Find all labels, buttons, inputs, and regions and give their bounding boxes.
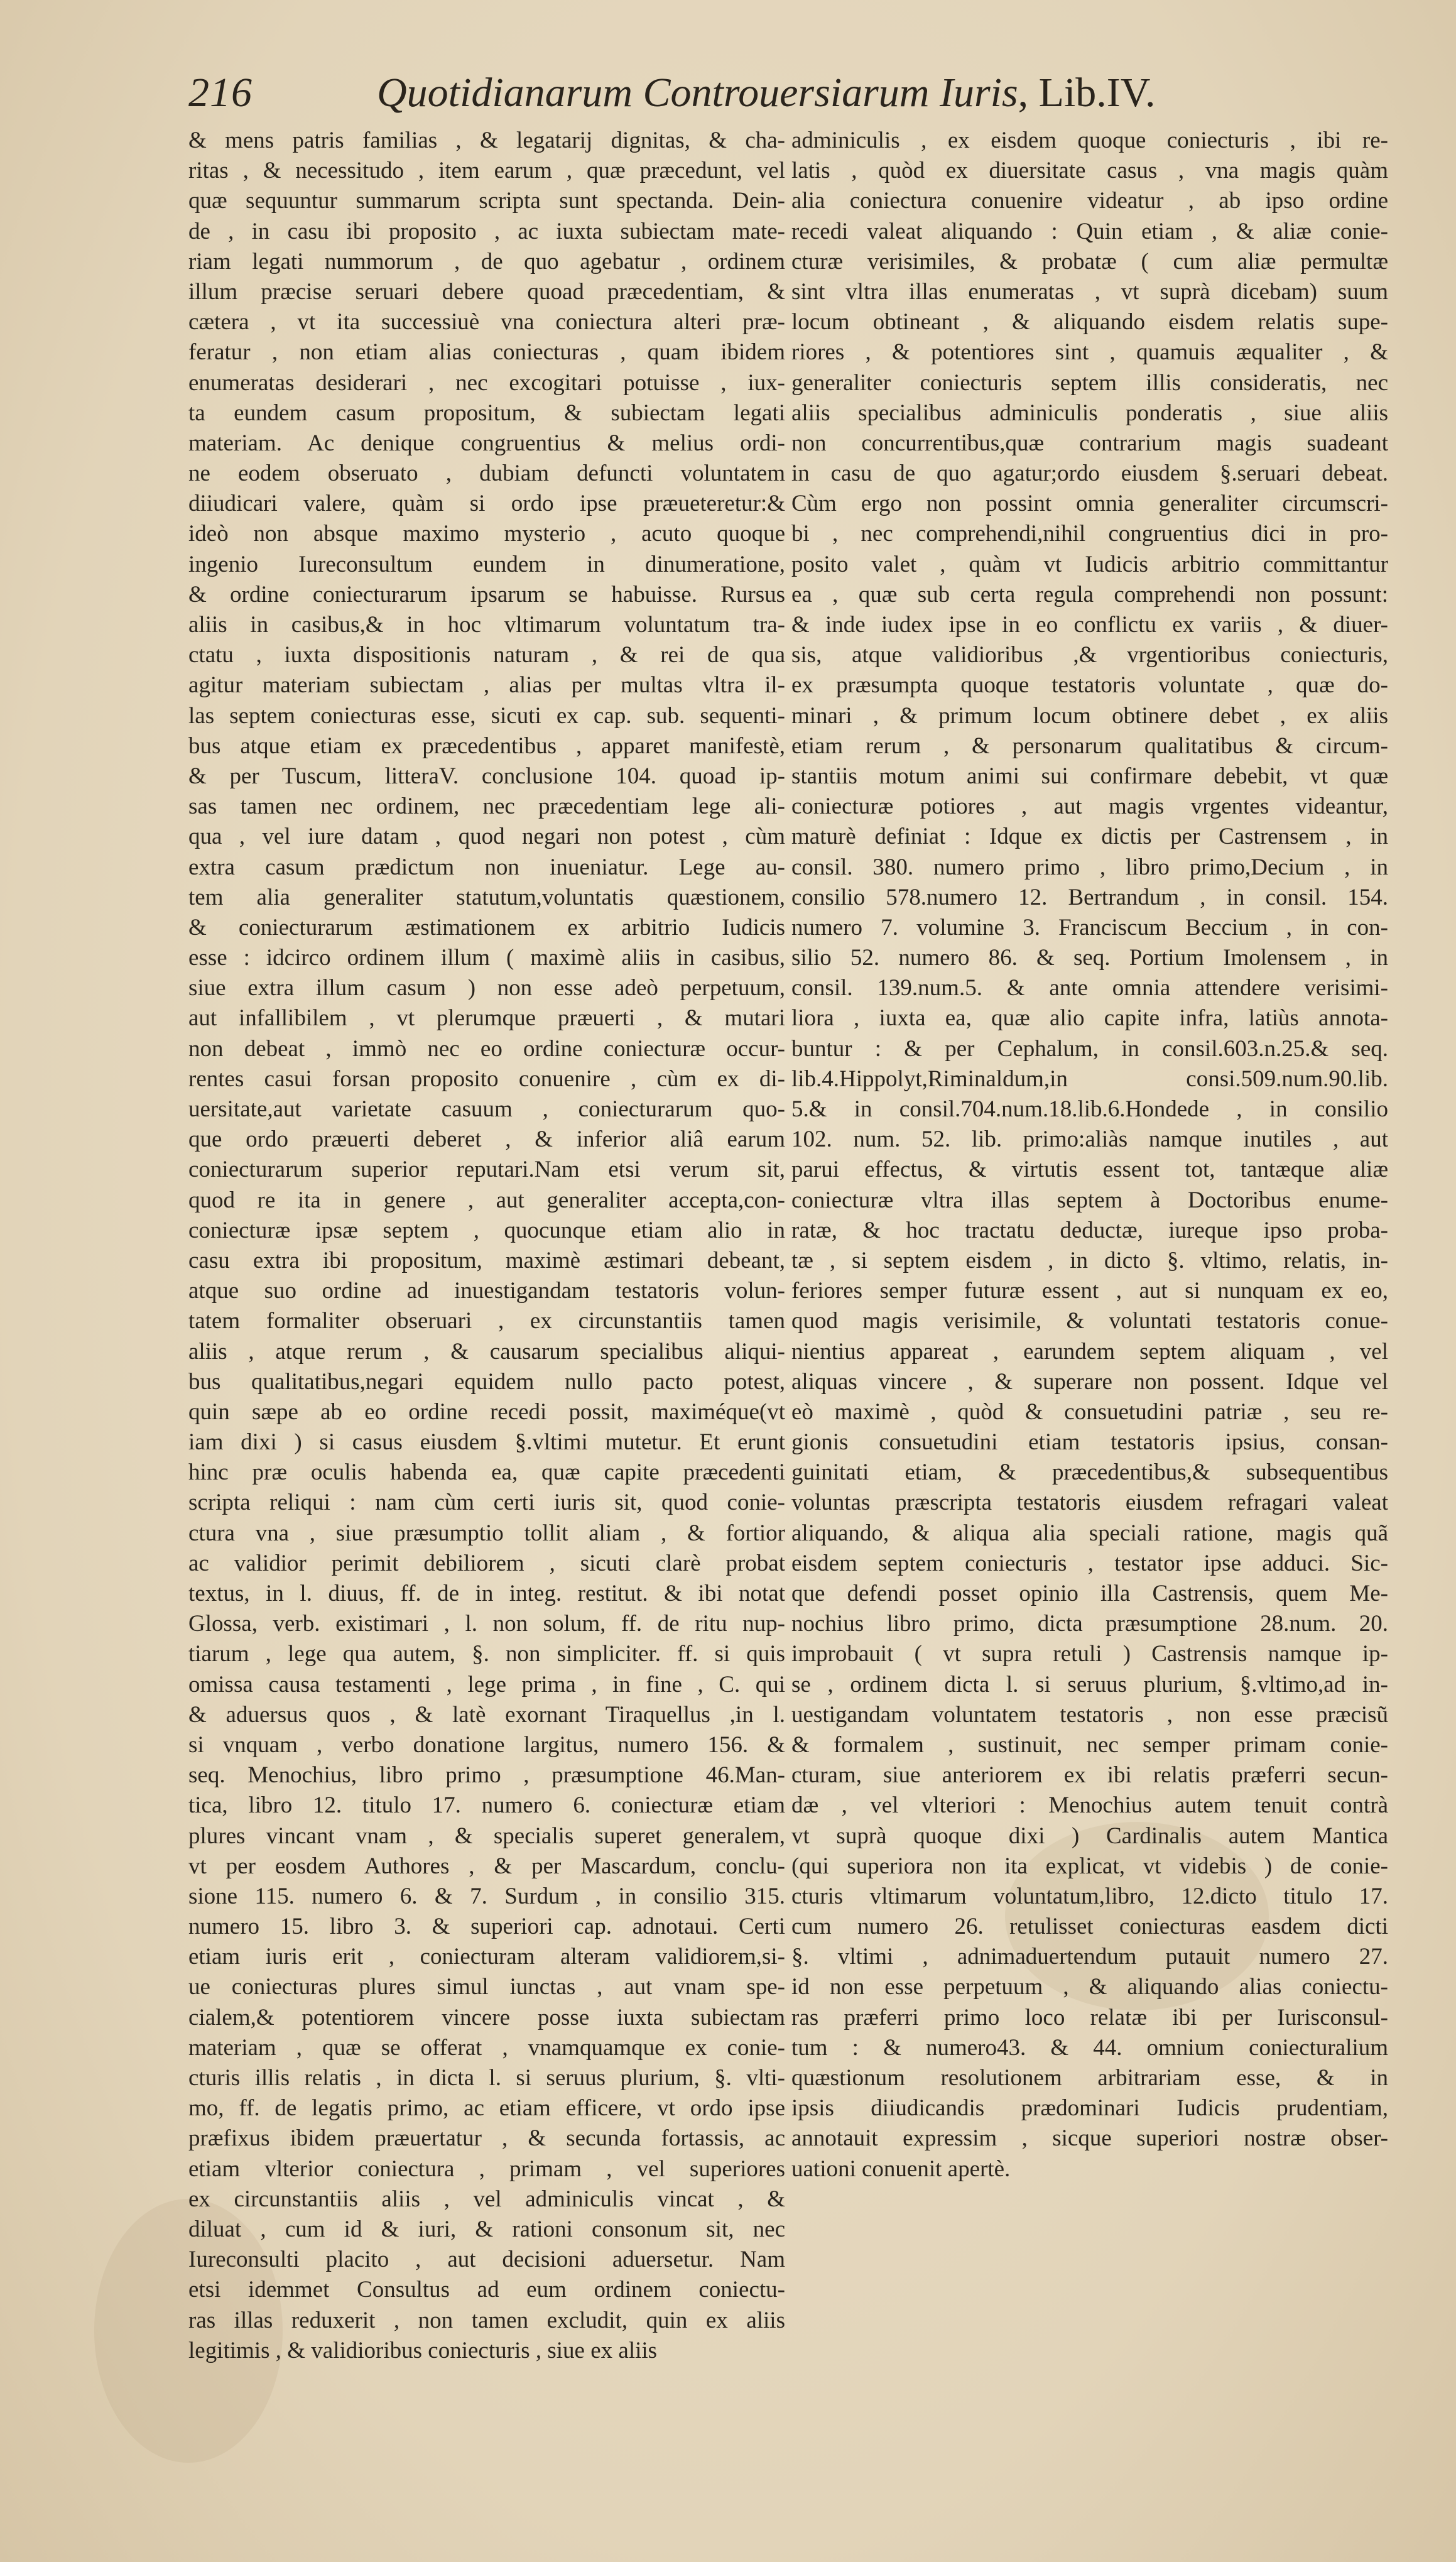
text-line: coniecturarum superior reputari.Nam etsi verum sit, [188,1157,785,1183]
text-line: enumeratas desiderari , nec excogitari potuisse , iux- [188,369,785,396]
text-line: aliquando, & aliqua alia speciali ratione, magis quã [791,1520,1388,1546]
text-line: feratur , non etiam alias coniecturas , quam ibidem [188,339,785,366]
text-line: coniecturæ potiores , aut magis vrgentes videantur, [791,793,1388,820]
text-line: quæstionum resolutionem arbitrariam esse, & in [791,2065,1388,2091]
text-line: sione 115. numero 6. & 7. Surdum , in consilio 315. [188,1883,785,1909]
text-line: esse : idcirco ordinem illum ( maximè aliis in casibus, [188,945,785,971]
text-line: tiarum , lege qua autem, §. non simpliciter. ff. si quis [188,1641,785,1667]
text-line: tica, libro 12. titulo 17. numero 6. coniecturæ etiam [188,1792,785,1819]
text-line: bus atque etiam ex præcedentibus , apparet manifestè, [188,733,785,759]
text-line: que ordo præuerti deberet , & inferior aliâ earum [188,1126,785,1153]
text-line: Glossa, verb. existimari , l. non solum, ff. de ritu nup- [188,1611,785,1637]
text-line: bus qualitatibus,negari equidem nullo pacto potest, [188,1368,785,1395]
text-line: de , in casu ibi proposito , ac iuxta subiectam mate- [188,218,785,244]
text-line: ingenio Iureconsultum eundem in dinumeratione, [188,551,785,577]
text-line: maturè definiat : Idque ex dictis per Castrensem , in [791,824,1388,850]
running-title-book: , Lib.IV. [1018,70,1156,116]
text-line: textus, in l. diuus, ff. de in integ. restitut. & ibi notat [188,1581,785,1606]
text-line: liora , iuxta ea, quæ alio capite infra, latiùs annota- [791,1005,1388,1032]
text-line: & inde iudex ipse in eo conflictu ex variis , & diuer- [791,612,1388,638]
text-line: aliis , atque rerum , & causarum specialibus aliqui- [188,1338,785,1365]
text-line: buntur : & per Cephalum, in consil.603.n.25.& seq. [791,1035,1388,1062]
text-line: las septem coniecturas esse, sicuti ex cap. sub. sequenti- [188,702,785,729]
text-line: consil. 380. numero primo , libro primo,Decium , in [791,854,1388,880]
text-line: cturis illis relatis , in dicta l. si seruus plurium, §. vlti- [188,2065,785,2091]
text-line: illum præcise seruari debere quoad præcedentiam, & [188,278,785,305]
text-line: sis, atque validioribus ,& vrgentioribus coniecturis, [791,642,1388,668]
text-line: ras illas reduxerit , non tamen excludit, quin ex aliis [188,2307,785,2333]
text-line: aliis specialibus adminiculis ponderatis , siue aliis [791,400,1388,426]
text-line: tum : & numero43. & 44. omnium coniecturalium [791,2034,1388,2061]
text-line: ritas , & necessitudo , item earum , quæ præcedunt, vel [188,158,785,184]
text-line: ratæ, & hoc tractatu deductæ, iureque ipso proba- [791,1217,1388,1243]
text-line: cturæ verisimiles, & probatæ ( cum aliæ permultæ [791,248,1388,275]
text-line: posito valet , quàm vt Iudicis arbitrio committantur [791,551,1388,577]
text-line: id non esse perpetuum , & aliquando alias coniectu- [791,1974,1388,2000]
text-line: minari , & primum locum obtinere debet , ex aliis [791,702,1388,729]
text-line: seq. Menochius, libro primo , præsumptione 46.Man- [188,1762,785,1789]
text-line: 5.& in consil.704.num.18.lib.6.Hondede , in consilio [791,1096,1388,1122]
text-line: & per Tuscum, litteraV. conclusione 104. quoad ip- [188,763,785,789]
text-line: silio 52. numero 86. & seq. Portium Imolensem , in [791,945,1388,971]
page-header [188,69,1231,132]
text-line: coniecturæ ipsæ septem , quocunque etiam alio in [188,1217,785,1243]
text-line: uationi conuenit apertè. [791,2156,1011,2182]
text-line: legitimis , & validioribus coniecturis , siue ex aliis [188,2337,658,2363]
text-line: etiam rerum , & personarum qualitatibus & circum- [791,733,1388,759]
text-line: consil. 139.num.5. & ante omnia attendere verisimi- [791,975,1388,1001]
text-line: etsi idemmet Consultus ad eum ordinem coniectu- [188,2277,785,2303]
text-line: nochius libro primo, dicta præsumptione 28.num. 20. [791,1611,1388,1637]
text-line: ipsis diiudicandis prædominari Iudicis prudentiam, [791,2095,1388,2122]
text-line: materiam , quæ se offerat , vnamquamque ex conie- [188,2034,785,2061]
text-line: in casu de quo agatur;ordo eiusdem §.seruari debeat. [791,461,1388,487]
text-line: scripta reliqui : nam cùm certi iuris sit, quod conie- [188,1490,785,1516]
text-line: tatem formaliter obseruari , ex circunstantiis tamen [188,1308,785,1334]
text-line: cturis vltimarum voluntatum,libro, 12.dicto titulo 17. [791,1883,1388,1909]
text-line: consilio 578.numero 12. Bertrandum , in consil. 154. [791,884,1388,910]
text-line: alia coniectura conuenire videatur , ab ipso ordine [791,188,1388,214]
text-line: rentes casui forsan proposito conuenire , cùm ex di- [188,1066,785,1092]
right-text-column [791,126,1388,2184]
text-line: hinc præ oculis habenda ea, quæ capite præcedenti [188,1459,785,1486]
running-title [377,69,1155,117]
text-line: ac validior perimit debiliorem , sicuti clarè probat [188,1550,785,1576]
text-line: siue extra illum casum ) non esse adeò perpetuum, [188,975,785,1001]
text-line: ideò non absque maximo mysterio , acuto quoque [188,521,785,547]
running-title-text: Quotidianarum Controuersiarum Iuris [377,70,1018,116]
text-line: diluat , cum id & iuri, & rationi consonum sit, nec [188,2216,785,2242]
text-line: agitur materiam subiectam , alias per multas vltra il- [188,672,785,699]
text-line: non debeat , immò nec eo ordine coniecturæ occur- [188,1035,785,1062]
text-line: adminiculis , ex eisdem quoque coniecturis , ibi re- [791,128,1388,153]
text-line: omissa causa testamenti , lege prima , in fine , C. qui [188,1671,785,1698]
text-line: Iureconsulti placito , aut decisioni aduersetur. Nam [188,2247,785,2273]
text-line: feriores semper futuræ essent , aut si nunquam ex eo, [791,1278,1388,1304]
text-line: aliquas vincere , & superare non possent. Idque vel [791,1368,1388,1395]
text-line: bi , nec comprehendi,nihil congruentius dici in pro- [791,521,1388,547]
text-line: non concurrentibus,quæ contrarium magis suadeant [791,430,1388,456]
text-line: lib.4.Hippolyt,Riminaldum,in consi.509.num.90.lib. [791,1066,1388,1092]
text-line: diiudicari valere, quàm si ordo ipse præueteretur:& [188,491,785,517]
text-line: (qui superiora non ita explicat, vt videbis ) de conie- [791,1853,1388,1879]
text-line: coniecturæ vltra illas septem à Doctoribus enume- [791,1187,1388,1213]
text-line: que defendi posset opinio illa Castrensis, quem Me- [791,1581,1388,1606]
text-line: ex præsumpta quoque testatoris voluntate , quæ do- [791,672,1388,699]
text-line: casu extra ibi propositum, maximè æstimari debeant, [188,1247,785,1273]
text-line: nientius appareat , earundem septem aliquam , vel [791,1338,1388,1365]
text-line: mo, ff. de legatis primo, ac etiam efficere, vt ordo ipse [188,2095,785,2122]
text-line: & coniecturarum æstimationem ex arbitrio Iudicis [188,914,785,940]
text-line: stantiis motum animi sui confirmare debebit, vt quæ [791,763,1388,789]
text-line: & aduersus quos , & latè exornant Tiraquellus ,in l. [188,1701,785,1728]
text-line: etiam iuris erit , coniecturam alteram validiorem,si- [188,1944,785,1970]
text-line: quin sæpe ab eo ordine recedi possit, maximéque(vt [188,1398,785,1425]
text-line: quod re ita in genere , aut generaliter accepta,con- [188,1187,785,1213]
text-line: vt suprà quoque dixi ) Cardinalis autem Mantica [791,1823,1388,1849]
text-line: annotauit expressim , sicque superiori nostræ obser- [791,2125,1388,2152]
text-line: §. vltimi , adnimaduertendum putauit numero 27. [791,1944,1388,1970]
left-text-column [188,126,785,2366]
text-line: ex circunstantiis aliis , vel adminiculis vincat , & [188,2186,785,2212]
text-line: riam legati nummorum , de quo agebatur , ordinem [188,248,785,275]
text-line: aut infallibilem , vt plerumque præuerti , & mutari [188,1005,785,1032]
text-line: qua , vel iure datam , quod negari non potest , cùm [188,824,785,850]
text-line: numero 15. libro 3. & superiori cap. adnotaui. Certi [188,1914,785,1940]
text-line: Cùm ergo non possint omnia generaliter circumscri- [791,491,1388,517]
text-line: parui effectus, & virtutis essent tot, tantæque aliæ [791,1157,1388,1183]
text-line: cum numero 26. retulisset coniecturas easdem dicti [791,1914,1388,1940]
text-line: præfixus ibidem præuertatur , & secunda fortassis, ac [188,2125,785,2152]
text-line: se , ordinem dicta l. si seruus plurium, §.vltimo,ad in- [791,1671,1388,1698]
text-line: quod magis verisimile, & voluntati testatoris conue- [791,1308,1388,1334]
text-line: sas tamen nec ordinem, nec præcedentiam lege ali- [188,793,785,820]
text-line: quæ sequuntur summarum scripta sunt spectanda. Dein- [188,188,785,214]
text-line: improbauit ( vt supra retuli ) Castrensis namque ip- [791,1641,1388,1667]
text-line: uestigandam voluntatem testatoris , non esse præcisũ [791,1701,1388,1728]
text-line: ctatu , iuxta dispositionis naturam , & rei de qua [188,642,785,668]
text-line: & mens patris familias , & legatarij dignitas, & cha- [188,128,785,153]
text-line: ras præferri primo loco relatæ ibi per Iurisconsul- [791,2004,1388,2031]
text-line: plures vincant vnam , & specialis superet generalem, [188,1823,785,1849]
text-line: atque suo ordine ad inuestigandam testatoris volun- [188,1278,785,1304]
text-line: recedi valeat aliquando : Quin etiam , & aliæ conie- [791,218,1388,244]
text-line: 102. num. 52. lib. primo:aliàs namque inutiles , aut [791,1126,1388,1153]
text-line: latis , quòd ex diuersitate casus , vna magis quàm [791,158,1388,184]
text-line: si vnquam , verbo donatione largitus, numero 156. & [188,1731,785,1758]
text-line: eò maximè , quòd & consuetudini patriæ , seu re- [791,1398,1388,1425]
text-line: cturam, siue anteriorem ex ibi relatis præferri secun- [791,1762,1388,1789]
text-line: gionis consuetudini etiam testatoris ipsius, consan- [791,1429,1388,1456]
text-line: tem alia generaliter statutum,voluntatis quæstionem, [188,884,785,910]
text-line: ctura vna , siue præsumptio tollit aliam , & fortior [188,1520,785,1546]
text-line: materiam. Ac denique congruentius & melius ordi- [188,430,785,456]
text-line: sint vltra illas enumeratas , vt suprà dicebam) suum [791,278,1388,305]
text-line: & formalem , sustinuit, nec semper primam conie- [791,1731,1388,1758]
text-line: vt per eosdem Authores , & per Mascardum, conclu- [188,1853,785,1879]
text-line: extra casum prædictum non inueniatur. Lege au- [188,854,785,880]
text-line: guinitati etiam, & præcedentibus,& subsequentibus [791,1459,1388,1486]
page-number: 216 [188,70,253,116]
text-line: ta eundem casum propositum, & subiectam legati [188,400,785,426]
text-line: uersitate,aut varietate casuum , coniecturarum quo- [188,1096,785,1122]
text-line: ea , quæ sub certa regula comprehendi non possunt: [791,581,1388,608]
text-line: ue coniecturas plures simul iunctas , aut vnam spe- [188,1974,785,2000]
text-line: riores , & potentiores sint , quamuis æqualiter , & [791,339,1388,366]
text-line: cialem,& potentiorem vincere posse iuxta subiectam [188,2004,785,2031]
text-line: etiam vlterior coniectura , primam , vel superiores [188,2156,785,2182]
text-line: tæ , si septem eisdem , in dicto §. vltimo, relatis, in- [791,1247,1388,1273]
text-line: ne eodem obseruato , dubiam defuncti voluntatem [188,461,785,487]
text-line: iam dixi ) si casus eiusdem §.vltimi mutetur. Et erunt [188,1429,785,1456]
text-line: cætera , vt ita successiuè vna coniectura alteri præ- [188,309,785,335]
text-line: numero 7. volumine 3. Franciscum Beccium , in con- [791,914,1388,940]
text-line: locum obtineant , & aliquando eisdem relatis supe- [791,309,1388,335]
text-line: eisdem septem coniecturis , testator ipse adduci. Sic- [791,1550,1388,1576]
text-line: dæ , vel vlteriori : Menochius autem tenuit contrà [791,1792,1388,1819]
text-line: aliis in casibus,& in hoc vltimarum voluntatum tra- [188,612,785,638]
text-line: & ordine coniecturarum ipsarum se habuisse. Rursus [188,581,785,608]
text-line: voluntas præscripta testatoris eiusdem refragari valeat [791,1490,1388,1516]
text-line: generaliter coniecturis septem illis consideratis, nec [791,369,1388,396]
